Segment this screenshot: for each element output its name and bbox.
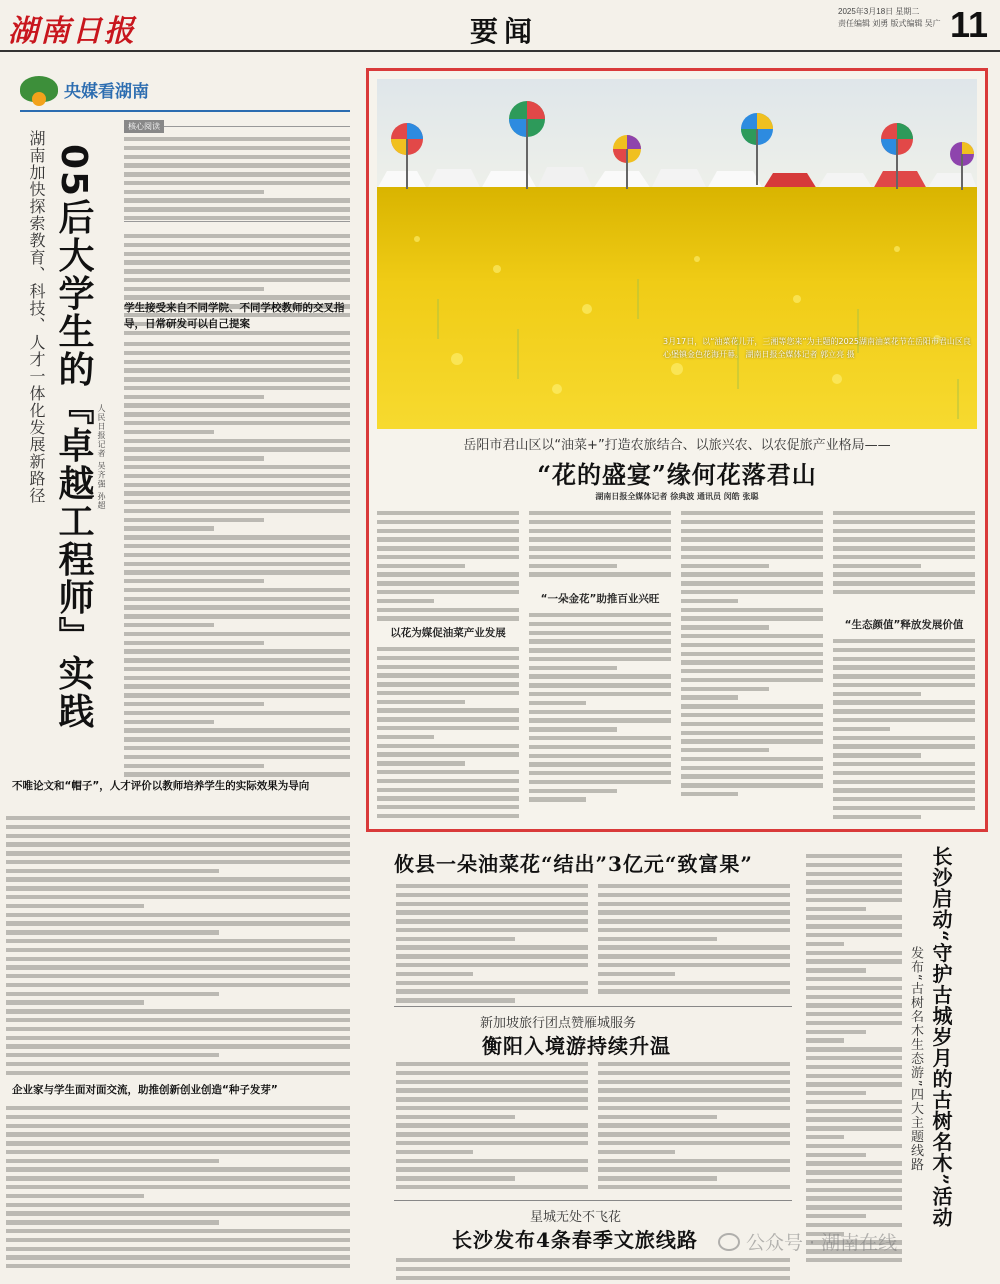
changsha-kicker: 星城无处不飞花	[530, 1210, 622, 1225]
feature-column-2	[529, 511, 671, 577]
story-divider-2	[394, 1200, 792, 1201]
article-byline: 人民日报记者 吴齐强 孙超	[97, 404, 106, 511]
hengyang-col-2	[598, 1062, 790, 1189]
masthead	[0, 0, 1000, 52]
article-title: 05后大学生的『卓越工程师』实践	[53, 144, 94, 731]
article-body-2	[6, 816, 350, 1075]
newspaper-logo: 湖南日报	[8, 14, 136, 49]
story-divider-1	[394, 1006, 792, 1007]
abstract-text	[124, 137, 350, 220]
feature-subheading-2: “一朵金花”助推百业兴旺	[540, 593, 660, 605]
side-story-title: 长沙启动“守护古城岁月的古树名木”活动	[929, 846, 953, 1229]
column-tag-label: 央媒看湖南	[64, 81, 149, 101]
watermark-text: 公众号 · 湖南在线	[746, 1232, 898, 1254]
article-subtitle: 湖南加快探索教育、科技、人才一体化发展新路径	[27, 130, 46, 504]
central-media-article	[0, 52, 358, 1284]
wechat-icon	[718, 1233, 740, 1251]
article-heading-2: 不唯论文和“帽子”，人才评价以教师培养学生的实际效果为导向	[12, 780, 310, 792]
column-tag	[20, 76, 149, 102]
youxian-story-col-1	[396, 884, 588, 1003]
side-story-subtitle: 发布“古树名木生态游”四大主题线路	[908, 946, 923, 1172]
changsha-body	[396, 1258, 790, 1280]
feature-subheading-1: 以花为媒促油菜产业发展	[390, 627, 506, 639]
issue-meta	[838, 6, 948, 30]
article-body-3	[6, 1106, 350, 1268]
youxian-story-title: 攸县一朵油菜花“结出”3亿元“致富果”	[394, 852, 753, 876]
feature-column-2b	[529, 613, 671, 802]
rapeseed-field-illustration	[377, 79, 977, 429]
article-heading-1: 学生接受来自不同学院、不同学校教师的交叉指导，日常研发可以自己提案	[124, 302, 345, 330]
feature-title: “花的盛宴”缘何花落君山	[537, 460, 817, 489]
photo-caption: 3月17日，以“油菜花儿开，三湘等您来”为主题的2025湖南油菜花节在岳阳市君山区良心堡镇金色花海开幕。 湖南日报全媒体记者 郭立亮 摄	[663, 337, 971, 359]
column-badge-icon	[20, 76, 58, 102]
hengyang-col-1	[396, 1062, 588, 1189]
feature-subheading-3: “生态颜值”释放发展价值	[844, 619, 964, 631]
abstract-label: 核心阅读	[124, 120, 164, 133]
changsha-title: 长沙发布4条春季文旅线路	[452, 1228, 698, 1252]
abstract-box	[124, 122, 350, 222]
feature-byline: 湖南日报全媒体记者 徐典波 通讯员 闵皓 张聪	[595, 492, 759, 501]
section-title: 要闻	[470, 15, 539, 48]
feature-article-box	[366, 68, 988, 832]
feature-column-3	[681, 511, 823, 796]
editors-line: 责任编辑 刘勇 版式编辑 吴广	[838, 19, 941, 28]
youxian-story-col-2	[598, 884, 790, 994]
hengyang-title: 衡阳入境游持续升温	[482, 1034, 671, 1058]
feature-column-4	[833, 511, 975, 594]
hengyang-kicker: 新加坡旅行团点赞雁城服务	[480, 1016, 637, 1031]
column-rule	[20, 110, 350, 112]
feature-kicker: 岳阳市君山区以“油菜+”打造农旅结合、以旅兴农、以农促旅产业格局——	[463, 438, 891, 453]
page-number: 11	[950, 4, 989, 45]
issue-date: 2025年3月18日 星期二	[838, 7, 920, 16]
feature-column-1	[377, 511, 519, 621]
article-body-1	[124, 342, 350, 777]
rapeseed-field-photo	[377, 79, 977, 429]
watermark	[718, 1228, 897, 1255]
side-story-body	[806, 854, 902, 1262]
feature-column-1b	[377, 647, 519, 818]
feature-column-4b	[833, 639, 975, 819]
article-heading-3: 企业家与学生面对面交流，助推创新创业创造“种子发芽”	[12, 1084, 278, 1096]
